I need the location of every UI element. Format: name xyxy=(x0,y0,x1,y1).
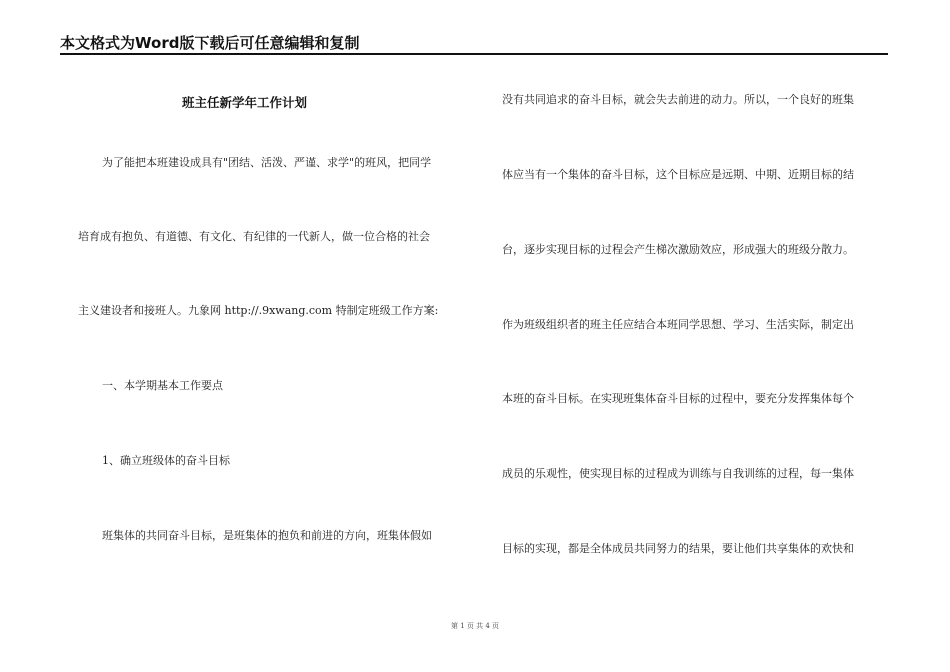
paragraph-line: 台，逐步实现目标的过程会产生梯次激励效应，形成强大的班级分散力。 xyxy=(502,243,854,256)
paragraph-line: 体应当有一个集体的奋斗目标，这个目标应是远期、中期、近期目标的结 xyxy=(502,168,854,181)
paragraph-line: 本班的奋斗目标。在实现班集体奋斗目标的过程中，要充分发挥集体每个 xyxy=(502,392,854,405)
paragraph-line: 作为班级组织者的班主任应结合本班同学思想、学习、生活实际，制定出 xyxy=(502,318,854,331)
document-title: 班主任新学年工作计划 xyxy=(182,95,308,110)
section-heading: 一、本学期基本工作要点 xyxy=(102,379,223,392)
paragraph-line: 没有共同追求的奋斗目标，就会失去前进的动力。所以，一个良好的班集 xyxy=(502,93,854,106)
header-text: 本文格式为Word版下载后可任意编辑和复制 xyxy=(60,34,360,52)
paragraph-line: 成员的乐观性，使实现目标的过程成为训练与自我训练的过程，每一集体 xyxy=(502,467,854,480)
paragraph-line: 主义建设者和接班人。九象网 http://.9xwang.com 特制定班级工作方案: xyxy=(78,304,439,317)
paragraph-line: 目标的实现，都是全体成员共同努力的结果，要让他们共享集体的欢快和 xyxy=(502,542,854,555)
paragraph-line: 培育成有抱负、有道德、有文化、有纪律的一代新人，做一位合格的社会 xyxy=(78,230,430,243)
subsection-heading: 1、确立班级体的奋斗目标 xyxy=(102,454,230,467)
document-header xyxy=(60,34,888,52)
paragraph-line: 为了能把本班建设成具有"团结、活泼、严谨、求学"的班风，把同学 xyxy=(102,156,432,169)
header-rule xyxy=(60,53,888,55)
page-footer: 第 1 页 共 4 页 xyxy=(450,622,500,630)
paragraph-line: 班集体的共同奋斗目标，是班集体的抱负和前进的方向，班集体假如 xyxy=(102,529,432,542)
